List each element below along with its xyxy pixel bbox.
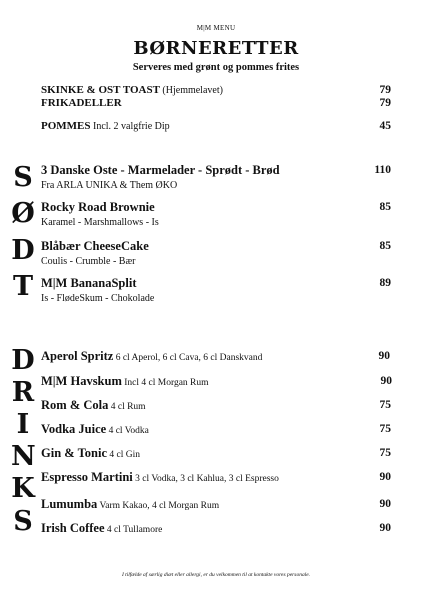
item-name: 3 Danske Oste - Marmelader - Sprødt - Brød <box>41 163 280 177</box>
item-price: 45 <box>379 120 391 132</box>
drinks-item <box>41 398 341 415</box>
item-description: Fra ARLA UNIKA & Them ØKO <box>41 180 178 191</box>
menu-top-label: M|M MENU <box>196 24 236 32</box>
kids-item <box>41 120 341 133</box>
item-name: Lumumba <box>41 497 98 511</box>
kids-item <box>41 97 341 110</box>
item-price: 89 <box>379 277 391 289</box>
item-detail: 4 cl Vodka <box>106 426 149 436</box>
item-name: Gin & Tonic <box>41 446 107 460</box>
item-detail: 6 cl Aperol, 6 cl Cava, 6 cl Danskvand <box>113 353 263 363</box>
item-description: Karamel - Marshmallows - Is <box>41 217 159 228</box>
item-description: Is - FlødeSkum - Chokolade <box>41 293 155 304</box>
item-detail: Incl 4 cl Morgan Rum <box>121 378 209 388</box>
item-price: 90 <box>380 375 392 387</box>
sweets-item <box>41 163 341 193</box>
page-subtitle: Serveres med grønt og pommes frites <box>132 62 300 73</box>
item-price: 79 <box>379 97 391 109</box>
item-price: 110 <box>374 164 391 176</box>
item-price: 90 <box>379 522 391 534</box>
page-title: BØRNERETTER <box>133 38 299 59</box>
sweets-vertical-letter: S <box>13 162 33 193</box>
item-name: Aperol Spritz <box>41 349 114 363</box>
drinks-vertical-letter: K <box>11 473 35 504</box>
drinks-item <box>41 374 341 391</box>
item-name: Espresso Martini <box>41 470 133 484</box>
item-description: Coulis - Crumble - Bær <box>41 256 136 267</box>
item-price: 85 <box>379 201 391 213</box>
drinks-item <box>41 422 341 439</box>
item-name: M|M Havskum <box>41 374 122 388</box>
sweets-vertical-letter: T <box>12 271 34 302</box>
drinks-item <box>41 497 341 514</box>
drinks-item <box>41 446 341 463</box>
drinks-item <box>41 521 341 538</box>
drinks-vertical-letter: D <box>11 345 35 376</box>
sweets-item <box>41 276 341 306</box>
drinks-vertical-letter: N <box>11 441 36 472</box>
item-detail: Incl. 2 valgfrie Dip <box>90 121 170 132</box>
drinks-vertical-letter: I <box>16 409 30 440</box>
item-detail: 4 cl Tullamore <box>104 525 163 535</box>
drinks-vertical-letter: S <box>13 506 33 537</box>
item-detail: 4 cl Gin <box>107 450 140 460</box>
item-name: SKINKE & OST TOAST <box>41 84 160 96</box>
kids-item <box>41 84 341 97</box>
drinks-item <box>41 470 341 487</box>
sweets-item <box>41 200 341 230</box>
item-name: Blåbær CheeseCake <box>41 239 149 253</box>
item-price: 79 <box>379 84 391 96</box>
item-detail: 4 cl Rum <box>108 402 146 412</box>
item-price: 75 <box>379 423 391 435</box>
item-name: Rom & Cola <box>41 398 109 412</box>
item-price: 75 <box>379 399 391 411</box>
item-price: 75 <box>379 447 391 459</box>
item-price: 85 <box>379 240 391 252</box>
item-name: Rocky Road Brownie <box>41 200 155 214</box>
sweets-vertical-letter: D <box>11 235 35 266</box>
sweets-vertical-letter: Ø <box>11 198 35 229</box>
item-price: 90 <box>378 350 390 362</box>
sweets-item <box>41 239 341 269</box>
item-name: M|M BananaSplit <box>41 276 137 290</box>
drinks-vertical-letter: R <box>11 377 35 408</box>
item-price: 90 <box>379 498 391 510</box>
item-name: Vodka Juice <box>41 422 107 436</box>
item-name: Irish Coffee <box>41 521 105 535</box>
item-detail: 3 cl Vodka, 3 cl Kahlua, 3 cl Espresso <box>132 474 279 484</box>
item-name: POMMES <box>41 120 91 132</box>
drinks-item <box>41 349 341 366</box>
item-price: 90 <box>379 471 391 483</box>
item-detail: Varm Kakao, 4 cl Morgan Rum <box>97 501 220 511</box>
item-detail: (Hjemmelavet) <box>159 85 223 96</box>
item-name: FRIKADELLER <box>41 97 122 109</box>
allergy-footer-note: I tilfælde af særlig diæt eller allergi, er du velkommen til at kontakte vores personale. <box>121 572 311 578</box>
